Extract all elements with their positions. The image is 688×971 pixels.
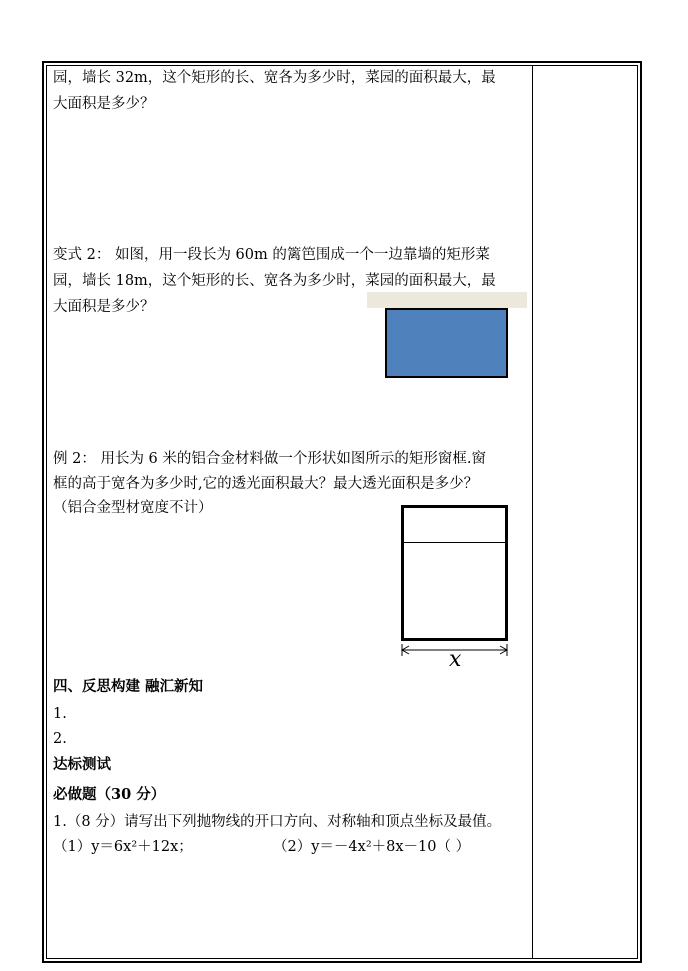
problem1-line2: 大面积是多少？ bbox=[53, 96, 155, 112]
question1: 1.（8 分）请写出下列抛物线的开口方向、对称轴和顶点坐标及最值。 bbox=[53, 814, 502, 830]
section4-item2: 2. bbox=[53, 731, 67, 747]
window-frame-figure bbox=[401, 505, 508, 641]
section4-item1: 1. bbox=[53, 706, 67, 722]
question1-part-b: （2）y＝－4x²＋8x－10（ ） bbox=[273, 839, 471, 855]
variant2-line2: 园，墙长 18m，这个矩形的长、宽各为多少时，菜园的面积最大，最 bbox=[53, 273, 496, 289]
variant2-line3: 大面积是多少？ bbox=[53, 299, 155, 315]
problem1-line1: 园，墙长 32m，这个矩形的长、宽各为多少时，菜园的面积最大，最 bbox=[53, 70, 496, 86]
window-frame-crossbar bbox=[404, 542, 505, 543]
wall-figure bbox=[367, 292, 527, 308]
variant2-line1: 变式 2： 如图，用一段长为 60m 的篱笆围成一个一边靠墙的矩形菜 bbox=[53, 247, 490, 263]
example2-line1: 例 2： 用长为 6 米的铝合金材料做一个形状如图所示的矩形窗框.窗 bbox=[53, 451, 486, 467]
example2-line2: 框的高于宽各为多少时,它的透光面积最大？最大透光面积是多少？ bbox=[53, 476, 479, 492]
column-divider bbox=[532, 65, 533, 959]
required-title: 必做题（30 分） bbox=[53, 786, 166, 803]
garden-rectangle-figure bbox=[385, 308, 508, 378]
test-title: 达标测试 bbox=[53, 756, 111, 773]
section4-title: 四、反思构建 融汇新知 bbox=[53, 678, 204, 695]
question1-part-a: （1）y＝6x²＋12x； bbox=[53, 839, 193, 855]
example2-line3: （铝合金型材宽度不计） bbox=[53, 500, 213, 516]
width-label-x: x bbox=[449, 647, 462, 672]
